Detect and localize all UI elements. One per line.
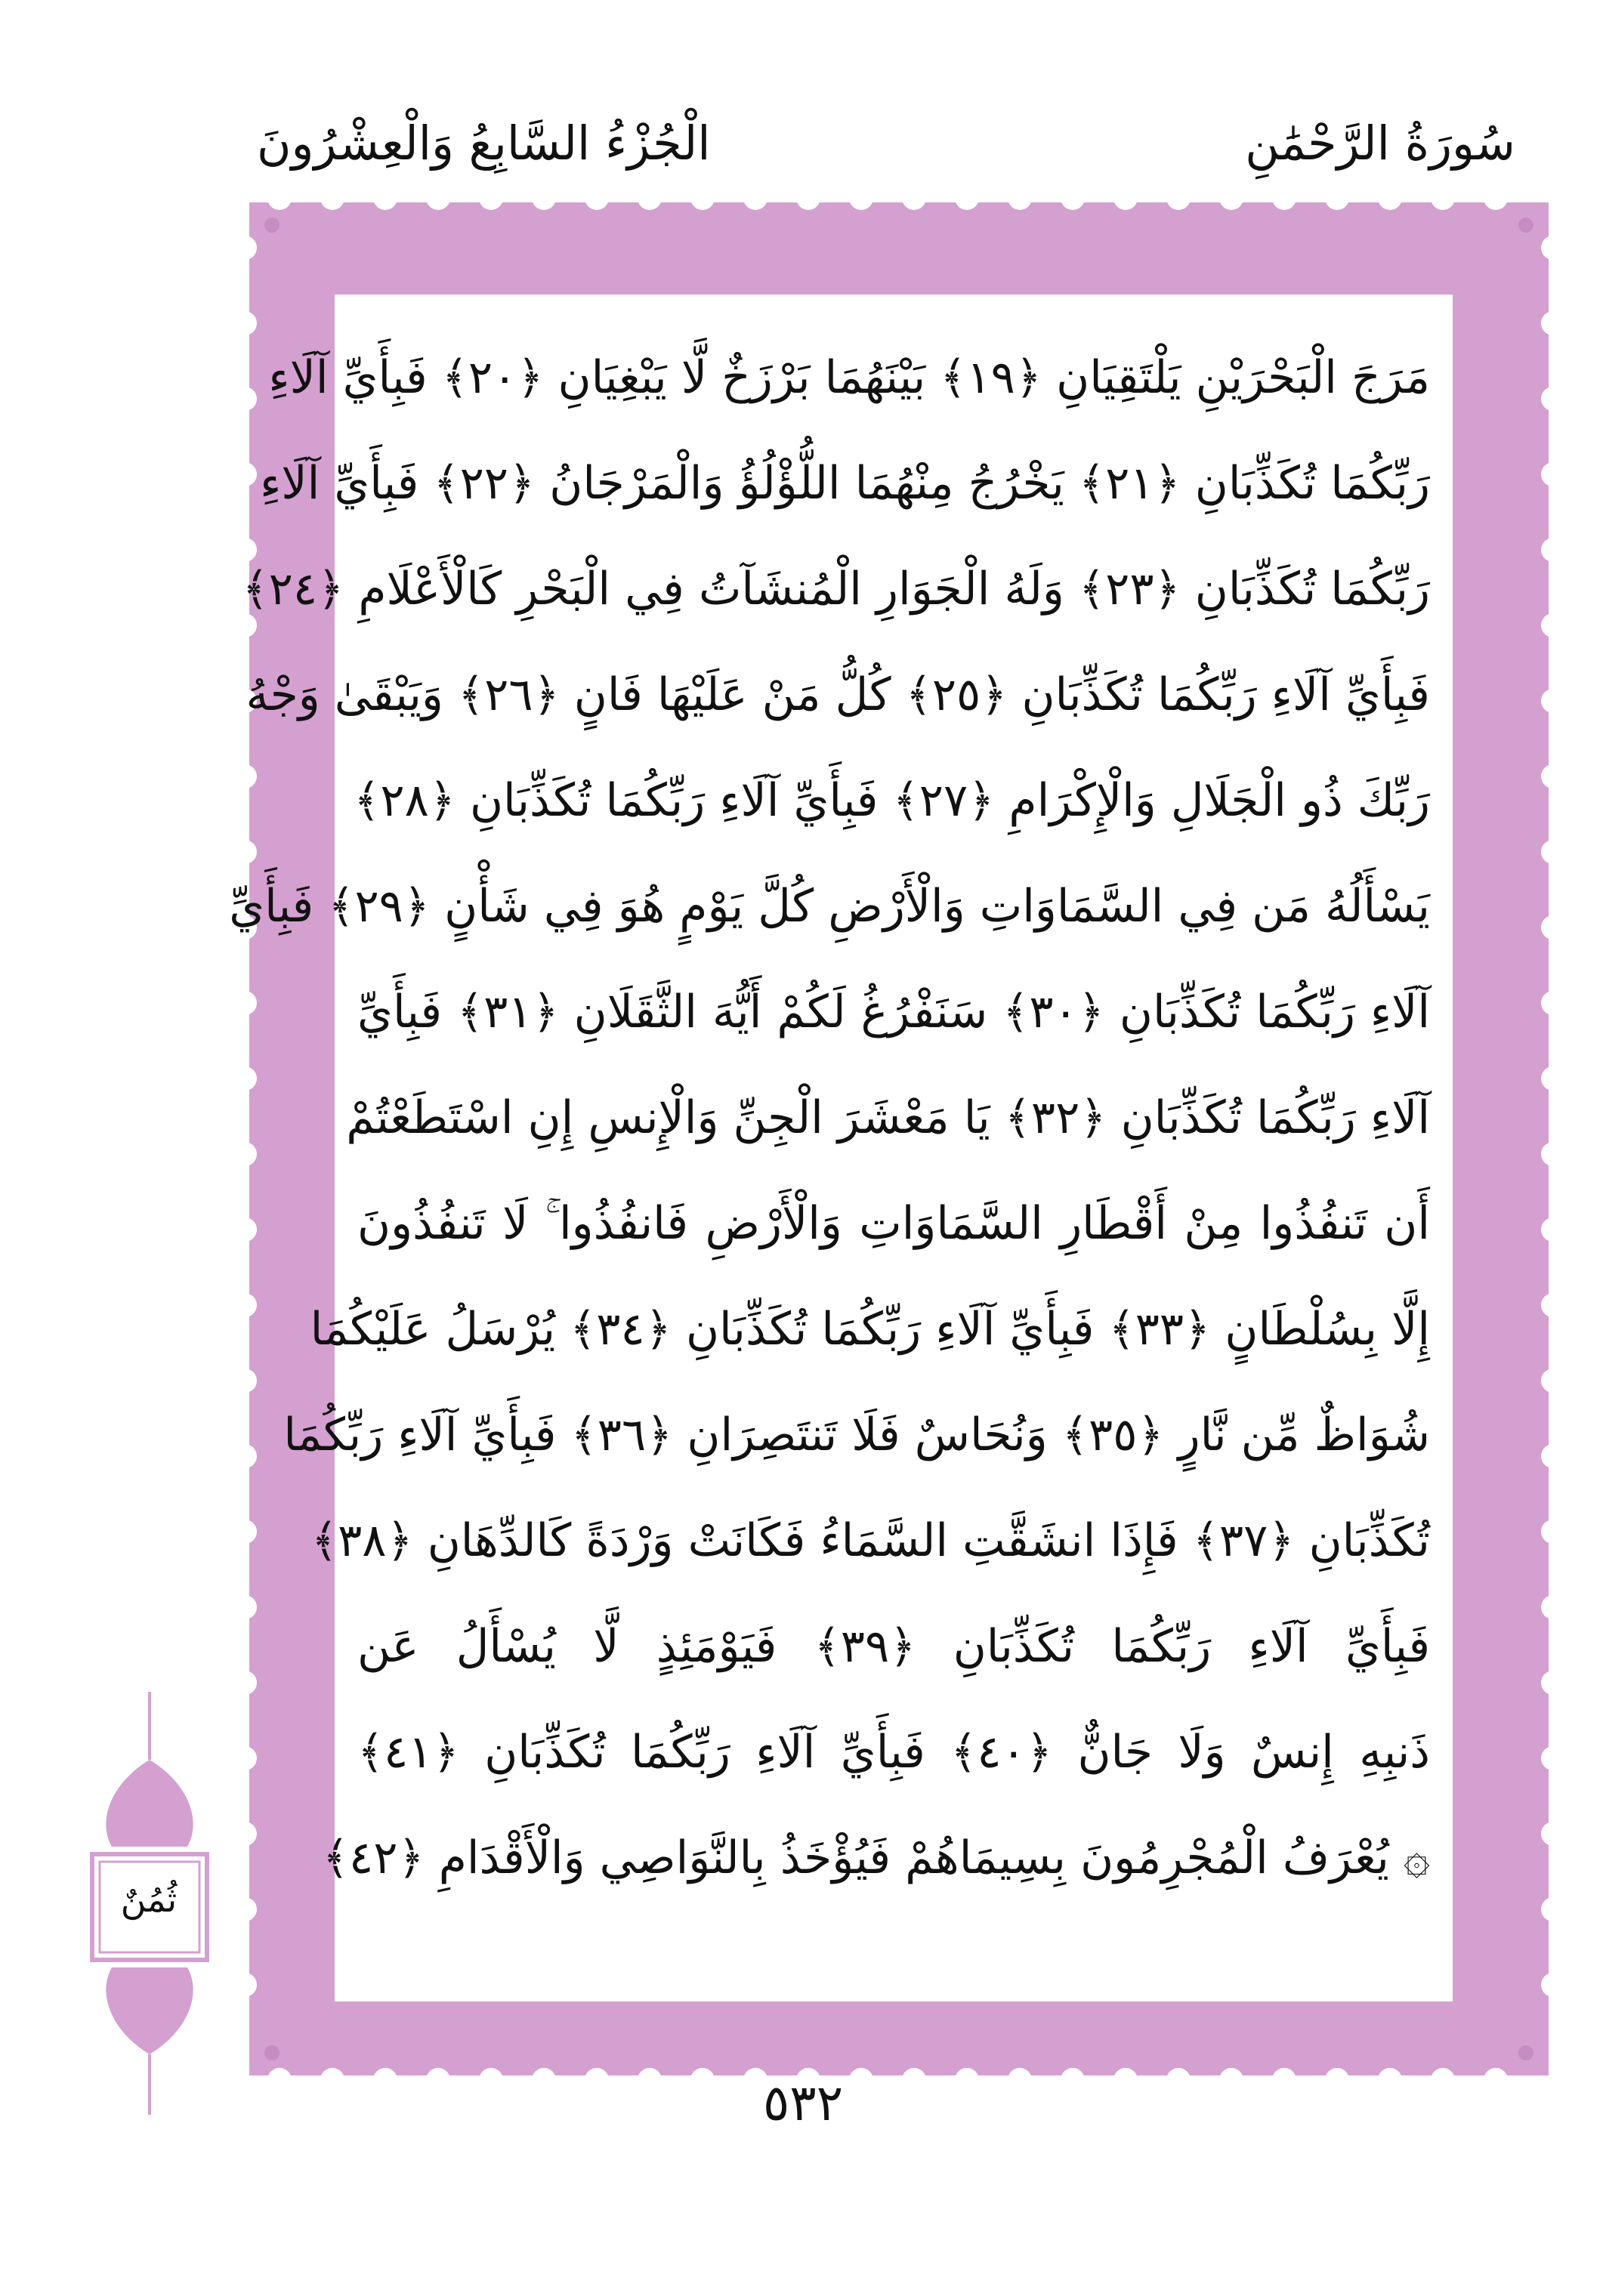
verse-line: رَبِّكَ ذُو الْجَلَالِ وَالْإِكْرَامِ ﴿٢٧﴾ فَبِأَيِّ آلَاءِ رَبِّكُمَا تُكَذِّبَانِ ﴿٢٨﴾ xyxy=(354,774,1430,827)
verse-line: آلَاءِ رَبِّكُمَا تُكَذِّبَانِ ﴿٣٠﴾ سَنَفْرُغُ لَكُمْ أَيُّهَ الثَّقَلَانِ ﴿٣١﴾ فَبِأَيِّ xyxy=(357,986,1430,1038)
verse-line: يَسْأَلُهُ مَن فِي السَّمَاوَاتِ وَالْأَرْضِ كُلَّ يَوْمٍ هُوَ فِي شَأْنٍ ﴿٢٩﴾ فَبِأَيِّ xyxy=(229,880,1430,933)
verse-line: تُكَذِّبَانِ ﴿٣٧﴾ فَإِذَا انشَقَّتِ السَّمَاءُ فَكَانَتْ وَرْدَةً كَالدِّهَانِ ﴿٣٨﴾ xyxy=(310,1514,1430,1567)
verse-line: إِلَّا بِسُلْطَانٍ ﴿٣٣﴾ فَبِأَيِّ آلَاءِ رَبِّكُمَا تُكَذِّبَانِ ﴿٣٤﴾ يُرْسَلُ عَلَيْكُمَا xyxy=(310,1303,1430,1356)
verse-line: شُوَاظٌ مِّن نَّارٍ ﴿٣٥﴾ وَنُحَاسٌ فَلَا تَنتَصِرَانِ ﴿٣٦﴾ فَبِأَيِّ آلَاءِ رَبِّكُمَا xyxy=(283,1409,1430,1461)
surah-title: سُورَةُ الرَّحْمَٰنِ xyxy=(1245,116,1515,171)
text-panel xyxy=(229,295,1453,2001)
verse-line: أَن تَنفُذُوا مِنْ أَقْطَارِ السَّمَاوَاتِ وَالْأَرْضِ فَانفُذُوا ۚ لَا تَنفُذُونَ xyxy=(357,1197,1430,1250)
verse-line: رَبِّكُمَا تُكَذِّبَانِ ﴿٢١﴾ يَخْرُجُ مِنْهُمَا اللُّؤْلُؤُ وَالْمَرْجَانُ ﴿٢٢﴾ فَبِأَيِّ آلَاءِ xyxy=(260,457,1430,510)
verse-line: ذَنبِهِ إِنسٌ وَلَا جَانٌّ ﴿٤٠﴾ فَبِأَيِّ آلَاءِ رَبِّكُمَا تُكَذِّبَانِ ﴿٤١﴾ xyxy=(357,1726,1430,1779)
juz-title: الْجُزْءُ السَّابِعُ وَالْعِشْرُونَ xyxy=(257,116,711,171)
verse-line: فَبِأَيِّ آلَاءِ رَبِّكُمَا تُكَذِّبَانِ ﴿٢٥﴾ كُلُّ مَنْ عَلَيْهَا فَانٍ ﴿٢٦﴾ وَيَبْقَىٰ وَجْهُ xyxy=(246,668,1430,721)
verse-line: آلَاءِ رَبِّكُمَا تُكَذِّبَانِ ﴿٣٢﴾ يَا مَعْشَرَ الْجِنِّ وَالْإِنسِ إِنِ اسْتَطَعْتُمْ xyxy=(346,1091,1430,1144)
verse-line: فَبِأَيِّ آلَاءِ رَبِّكُمَا تُكَذِّبَانِ ﴿٣٩﴾ فَيَوْمَئِذٍ لَّا يُسْأَلُ عَن xyxy=(357,1620,1430,1673)
verse-line: رَبِّكُمَا تُكَذِّبَانِ ﴿٢٣﴾ وَلَهُ الْجَوَارِ الْمُنشَآتُ فِي الْبَحْرِ كَالْأَعْلَامِ ﴿٢٤﴾ xyxy=(242,563,1430,616)
verse-line: مَرَجَ الْبَحْرَيْنِ يَلْتَقِيَانِ ﴿١٩﴾ بَيْنَهُمَا بَرْزَخٌ لَّا يَبْغِيَانِ ﴿٢٠﴾ فَبِأَيِّ آلَاءِ xyxy=(268,351,1430,404)
hizb-label: ثُمُنٌ xyxy=(120,1879,178,1920)
verse-lines xyxy=(229,325,1430,1911)
page-number: ٥٣٢ xyxy=(762,2074,844,2132)
verse-line: ۞ يُعْرَفُ الْمُجْرِمُونَ بِسِيمَاهُمْ فَيُؤْخَذُ بِالنَّوَاصِي وَالْأَقْدَامِ ﴿٤٢﴾ xyxy=(322,1832,1430,1884)
